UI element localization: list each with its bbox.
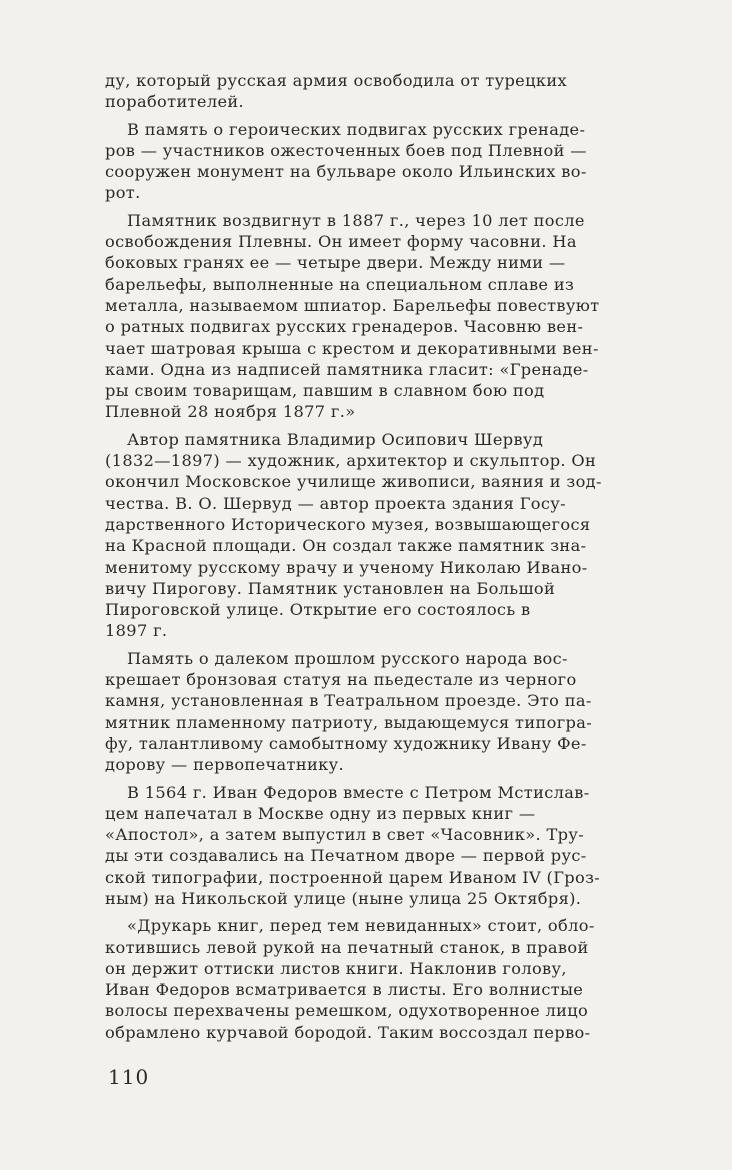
text-line: окончил Московское училище живописи, ваяния и зод- [105, 472, 602, 492]
text-line: ры своим товарищам, павшим в славном бою под [105, 381, 545, 401]
text-line: ды эти создавались на Печатном дворе — первой рус- [105, 846, 587, 866]
text-line: обрамлено курчавой бородой. Таким воссоздал перво- [105, 1022, 591, 1042]
paragraph-3 [105, 210, 695, 423]
text-line: ров — участников ожесточенных боев под Плевной — [105, 140, 587, 160]
text-line: Автор памятника Владимир Осипович Шервуд [127, 429, 544, 449]
paragraph-4 [105, 429, 695, 642]
text-line: Иван Федоров всматривается в листы. Его волнистые [105, 980, 584, 1000]
text-line: Памятник воздвигнут в 1887 г., через 10 лет после [127, 210, 585, 230]
page-body [105, 70, 695, 1049]
text-line: боковых гранях ее — четыре двери. Между ними — [105, 253, 566, 273]
text-line: чает шатровая крыша с крестом и декоративными вен- [105, 338, 599, 358]
page-number: 110 [108, 1065, 150, 1089]
paragraph-1 [105, 70, 695, 113]
text-line: чества. В. О. Шервуд — автор проекта здания Госу- [105, 493, 566, 513]
text-line: ным) на Никольской улице (ныне улица 25 Октября). [105, 888, 582, 908]
paragraph-6 [105, 782, 695, 910]
text-line: Пироговской улице. Открытие его состоялось в [105, 600, 531, 620]
text-line: барельефы, выполненные на специальном сплаве из [105, 274, 575, 294]
text-line: дарственного Исторического музея, возвышающегося [105, 514, 591, 534]
text-line: волосы перехвачены ремешком, одухотворенное лицо [105, 1001, 589, 1021]
text-line: поработителей. [105, 92, 245, 112]
text-line: «Апостол», а затем выпустил в свет «Часовник». Тру- [105, 825, 585, 845]
text-line: ской типографии, построенной царем Иваном IV (Гроз- [105, 867, 601, 887]
text-line: 1897 г. [105, 621, 168, 641]
text-line: мятник пламенному патриоту, выдающемуся типогра- [105, 712, 593, 732]
text-line: сооружен монумент на бульваре около Ильинских во- [105, 162, 587, 182]
text-line: рот. [105, 183, 141, 203]
text-line: освобождения Плевны. Он имеет форму часовни. На [105, 232, 577, 252]
text-line: «Друкарь книг, перед тем невиданных» стоит, обло- [127, 916, 595, 936]
text-line: вичу Пирогову. Памятник установлен на Большой [105, 578, 556, 598]
text-line: о ратных подвигах русских гренадеров. Часовню вен- [105, 317, 584, 337]
text-line: В память о героических подвигах русских гренаде- [127, 119, 586, 139]
text-line: ками. Одна из надписей памятника гласит: «Гренаде- [105, 359, 589, 379]
text-line: камня, установленная в Театральном проезде. Это па- [105, 691, 592, 711]
paragraph-7 [105, 915, 695, 1043]
paragraph-2 [105, 119, 695, 204]
text-line: (1832—1897) — художник, архитектор и скульптор. Он [105, 451, 597, 471]
text-line: Память о далеком прошлом русского народа вос- [127, 648, 568, 668]
paragraph-5 [105, 648, 695, 776]
text-line: ду, который русская армия освободила от турецких [105, 71, 567, 90]
text-line: металла, называемом шпиатор. Барельефы повествуют [105, 295, 600, 315]
text-line: Плевной 28 ноября 1877 г.» [105, 402, 356, 422]
text-line: котившись левой рукой на печатный станок, в правой [105, 937, 589, 957]
text-line: дорову — первопечатнику. [105, 755, 344, 775]
text-line: фу, талантливому самобытному художнику Ивану Фе- [105, 733, 587, 753]
text-line: на Красной площади. Он создал также памятник зна- [105, 536, 587, 556]
text-line: цем напечатал в Москве одну из первых книг — [105, 803, 536, 823]
text-line: В 1564 г. Иван Федоров вместе с Петром Мстислав- [127, 782, 590, 802]
text-line: он держит оттиски листов книги. Наклонив голову, [105, 958, 567, 978]
text-line: менитому русскому врачу и ученому Николаю Ивано- [105, 557, 588, 577]
text-line: крешает бронзовая статуя на пьедестале из черного [105, 670, 577, 690]
